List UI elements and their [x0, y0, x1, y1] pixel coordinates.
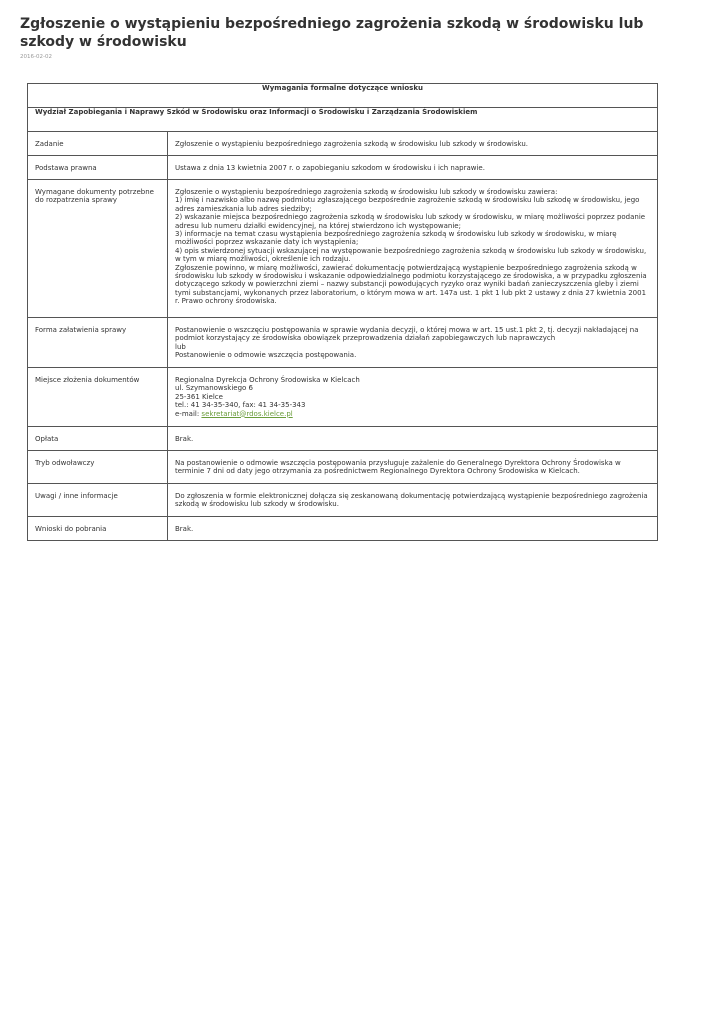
table-row-wnioski	[28, 517, 658, 541]
department-name: Wydział Zapobiegania i Naprawy Szkód w Środowisku oraz Informacji o Środowisku i Zarządzania Środowiskiem	[28, 108, 658, 132]
table-row-zadanie	[28, 132, 658, 156]
table-row-forma-zalatwienia	[28, 318, 658, 368]
table-header: Wymagania formalne dotyczące wniosku	[28, 84, 658, 108]
row-value: Na postanowienie o odmowie wszczęcia postępowania przysługuje zażalenie do Generalnego Dyrektora Ochrony Środowiska w terminie 7 dni od daty jego otrzymania za pośrednictwem Regionalnego Dyrektora Ochrony Środowiska w Kielcach.	[168, 451, 658, 484]
department-row	[28, 108, 658, 132]
table-row-wymagane-dokumenty	[28, 180, 658, 318]
row-label: Forma załatwienia sprawy	[28, 318, 168, 368]
row-value: Brak.	[168, 517, 658, 541]
email-prefix: e-mail:	[175, 409, 202, 418]
row-value: Ustawa z dnia 13 kwietnia 2007 r. o zapobieganiu szkodom w środowisku i ich naprawie.	[168, 156, 658, 180]
page-title: Zgłoszenie o wystąpieniu bezpośredniego zagrożenia szkodą w środowisku lub szkody w środowisku	[20, 16, 644, 50]
row-value: Postanowienie o wszczęciu postępowania w sprawie wydania decyzji, o której mowa w art. 15 ust.1 pkt 2, tj. decyzji nakładającej na podmiot korzystający ze środowiska obowiązek przeprowadzenia działań zapobiegawczych lub naprawczych lub Postanowienie o odmowie wszczęcia postępowania.	[168, 318, 658, 368]
row-value: Regionalna Dyrekcja Ochrony Środowiska w Kielcach ul. Szymanowskiego 6 25-361 Kielce tel.: 41 34-35-340, fax: 41 34-35-343 e-mail: sekretariat@rdos.kielce.pl	[168, 368, 658, 427]
row-value: Do zgłoszenia w formie elektronicznej dołącza się zeskanowaną dokumentację potwierdzającą wystąpienie bezpośredniego zagrożenia szkodą w środowisku lub szkody w środowisku.	[168, 484, 658, 517]
row-label: Podstawa prawna	[28, 156, 168, 180]
email-link[interactable]: sekretariat@rdos.kielce.pl	[201, 409, 293, 418]
table-header-row	[28, 84, 658, 108]
table-row-miejsce-zlozenia	[28, 368, 658, 427]
row-label: Wnioski do pobrania	[28, 517, 168, 541]
requirements-table	[27, 83, 658, 541]
row-label: Uwagi / inne informacje	[28, 484, 168, 517]
publish-date: 2016-02-02	[20, 54, 52, 60]
table-row-tryb-odwolawczy	[28, 451, 658, 484]
row-label: Miejsce złożenia dokumentów	[28, 368, 168, 427]
row-value: Brak.	[168, 427, 658, 451]
table-row-podstawa-prawna	[28, 156, 658, 180]
row-label: Tryb odwoławczy	[28, 451, 168, 484]
row-value: Zgłoszenie o wystąpieniu bezpośredniego zagrożenia szkodą w środowisku lub szkody w środowisku.	[168, 132, 658, 156]
table-row-uwagi	[28, 484, 658, 517]
row-label: Zadanie	[28, 132, 168, 156]
table-row-oplata	[28, 427, 658, 451]
row-label: Wymagane dokumenty potrzebne do rozpatrzenia sprawy	[28, 180, 168, 318]
row-label: Opłata	[28, 427, 168, 451]
row-value: Zgłoszenie o wystąpieniu bezpośredniego zagrożenia szkodą w środowisku lub szkody w środowisku zawiera: 1) imię i nazwisko albo nazwę podmiotu zgłaszającego bezpośrednie zagrożenie szkodą w środowisku lub szkodę w środowisku, jego adres zamieszkania lub adres siedziby; 2) wskazanie miejsca bezpośredniego zagrożenia szkodą w środowisku lub szkody w środowisku, w miarę możliwości poprzez podanie adresu lub numeru działki ewidencyjnej, na której stwierdzono ich występowanie; 3) informacje na temat czasu wystąpienia bezpośredniego zagrożenia szkodą w środowisku lub szkody w środowisku, w miarę możliwości poprzez wskazanie daty ich wystąpienia; 4) opis stwierdzonej sytuacji wskazującej na występowanie bezpośredniego zagrożenia szkodą w środowisku lub szkody w środowisku, w tym w miarę możliwości, określenie ich rodzaju. Zgłoszenie powinno, w miarę możliwości, zawierać dokumentację potwierdzającą wystąpienie bezpośredniego zagrożenia szkodą w środowisku lub szkody w środowisku i wskazanie odpowiedzialnego podmiotu korzystającego ze środowiska, a w przypadku zgłoszenia dotyczącego szkody w powierzchni ziemi – nazwy substancji powodujących ryzyko oraz wyniki badań zanieczyszczenia gleby i ziemi tymi substancjami, wykonanych przez laboratorium, o którym mowa w art. 147a ust. 1 pkt 1 lub pkt 2 ustawy z dnia 27 kwietnia 2001 r. Prawo ochrony środowiska.	[168, 180, 658, 318]
